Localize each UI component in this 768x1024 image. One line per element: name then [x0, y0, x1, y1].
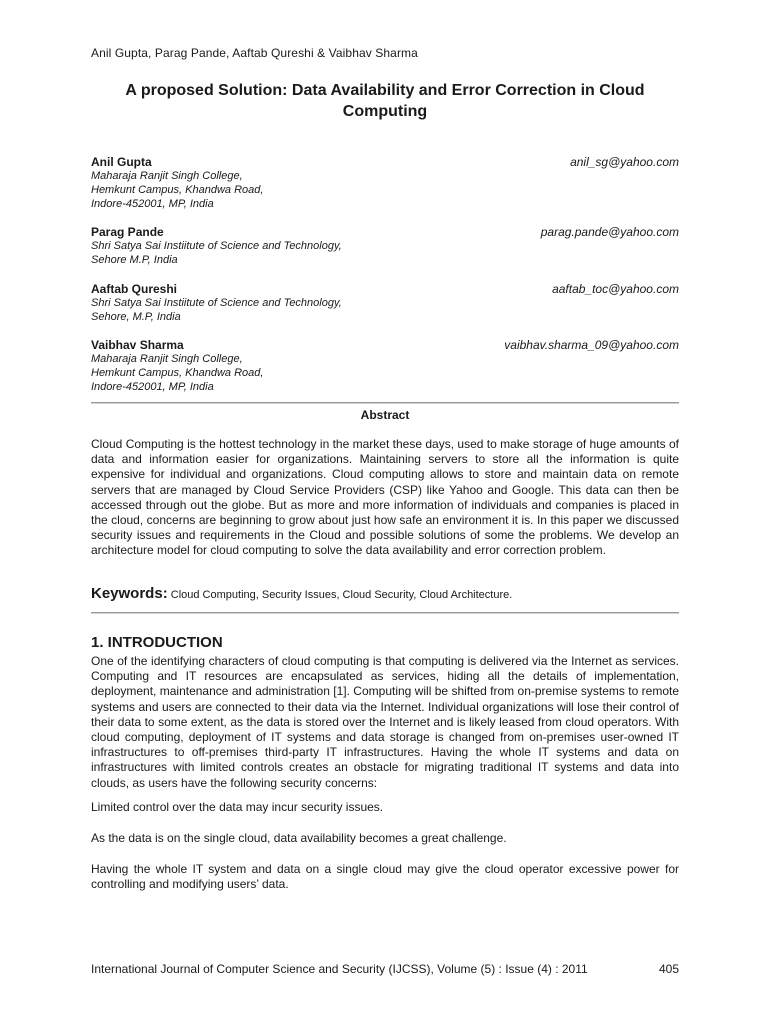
- paper-title: A proposed Solution: Data Availability and Error Correction in Cloud Computing: [125, 82, 645, 120]
- abstract-text: Cloud Computing is the hottest technology in the market these days, used to make storage of huge amounts of data and information easier for organizations. Maintaining servers to store all the information is quite expensive for individual and organizations. Cloud computing allows to store and maintain data on remote servers that are managed by Cloud Service Providers (CSP) like Yahoo and Google. This data can then be accessed through out the globe. But as more and more information of individuals and companies is placed in the cloud, concerns are beginning to grow about just how safe an environment it is. In this paper we discussed security issues and requirements in the Cloud and possible solutions of some the problems. We develop an architecture model for cloud computing to solve the data availability and error correction problem.: [91, 437, 679, 558]
- page-footer: [91, 962, 679, 976]
- abstract-heading: Abstract: [360, 408, 410, 422]
- intro-paragraph: Having the whole IT system and data on a single cloud may give the cloud operator excessive power for controlling and modifying users’ data.: [91, 862, 679, 892]
- divider: [91, 402, 679, 404]
- author-name: Vaibhav Sharma: [91, 338, 184, 352]
- keywords: [91, 585, 679, 602]
- divider: [91, 612, 679, 614]
- author-affiliation-line: Sehore M.P, India: [91, 254, 178, 266]
- author-affiliation-line: Shri Satya Sai Instiitute of Science and Technology,: [91, 297, 342, 309]
- author-block: [91, 282, 679, 324]
- intro-paragraph: One of the identifying characters of cloud computing is that computing is delivered via the Internet as services. Computing and IT resources are encapsulated as services, hiding all the details of implementation, deployment, maintenance and administration [1]. Computing will be shifted from on-premise systems to remote systems and users are connected to their data via the Internet. Individual organizations will lose their control of their data to some extent, as the data is stored over the Internet and is likely leased from cloud operators. With cloud computing, deployment of IT systems and data storage is changed from on-premises user-owned IT infrastructures to off-premises third-party IT infrastructures. Having the whole IT systems and data on infrastructures with limited controls creates an obstacle for migrating traditional IT systems and data into clouds, as users have the following security concerns:: [91, 654, 679, 790]
- author-affiliation-line: Maharaja Ranjit Singh College,: [91, 170, 243, 182]
- author-email: anil_sg@yahoo.com: [570, 155, 679, 169]
- author-affiliation-line: Shri Satya Sai Instiitute of Science and Technology,: [91, 240, 342, 252]
- section-heading: 1. INTRODUCTION: [91, 634, 223, 651]
- running-head: Anil Gupta, Parag Pande, Aaftab Qureshi & Vaibhav Sharma: [91, 46, 418, 60]
- journal-citation: International Journal of Computer Science and Security (IJCSS), Volume (5) : Issue (4) : 2011: [91, 962, 588, 976]
- author-email: parag.pande@yahoo.com: [540, 225, 679, 239]
- author-affiliation-line: Hemkunt Campus, Khandwa Road,: [91, 184, 264, 196]
- author-name: Anil Gupta: [91, 155, 152, 169]
- author-name: Aaftab Qureshi: [91, 282, 178, 296]
- author-email: aaftab_toc@yahoo.com: [552, 282, 679, 296]
- page-number: 405: [658, 962, 679, 976]
- author-block: [91, 225, 679, 267]
- author-block: [91, 338, 679, 394]
- author-email: vaibhav.sharma_09@yahoo.com: [504, 338, 679, 352]
- author-affiliation-line: Sehore, M.P, India: [91, 311, 181, 323]
- author-affiliation-line: Maharaja Ranjit Singh College,: [91, 353, 243, 365]
- keywords-text: Cloud Computing, Security Issues, Cloud Security, Cloud Architecture.: [170, 589, 513, 601]
- author-affiliation-line: Indore-452001, MP, India: [91, 198, 214, 210]
- author-block: [91, 155, 679, 211]
- keywords-label: Keywords:: [91, 585, 168, 602]
- intro-paragraph: Limited control over the data may incur security issues.: [91, 800, 384, 814]
- author-name: Parag Pande: [91, 225, 164, 239]
- intro-paragraph: As the data is on the single cloud, data availability becomes a great challenge.: [91, 831, 507, 845]
- author-affiliation-line: Indore-452001, MP, India: [91, 381, 214, 393]
- author-affiliation-line: Hemkunt Campus, Khandwa Road,: [91, 367, 264, 379]
